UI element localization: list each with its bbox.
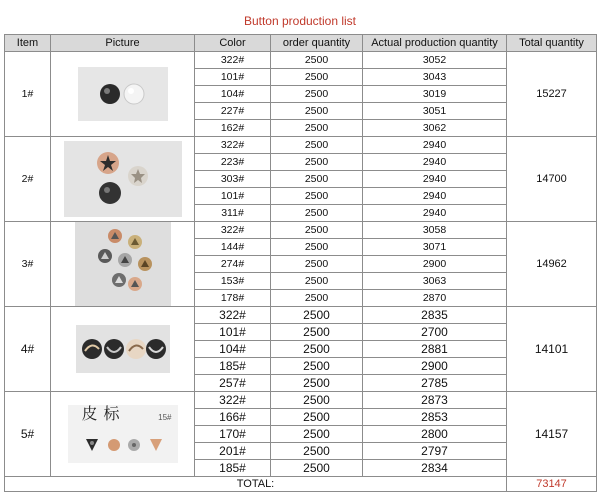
actual-cell: 2940 — [363, 205, 507, 222]
color-cell: 322# — [195, 392, 271, 409]
table-row — [5, 137, 597, 154]
header-actual-quantity: Actual production quantity — [363, 35, 507, 52]
order-cell: 2500 — [271, 188, 363, 205]
header-row — [5, 35, 597, 52]
order-cell: 2500 — [271, 222, 363, 239]
color-cell: 257# — [195, 375, 271, 392]
order-cell: 2500 — [271, 409, 363, 426]
color-cell: 101# — [195, 69, 271, 86]
actual-cell: 2700 — [363, 324, 507, 341]
order-cell: 2500 — [271, 392, 363, 409]
header-picture: Picture — [51, 35, 195, 52]
picture-cell — [51, 222, 195, 307]
order-cell: 2500 — [271, 375, 363, 392]
shank-buttons-icon — [68, 405, 178, 463]
order-cell: 2500 — [271, 460, 363, 477]
color-cell: 185# — [195, 358, 271, 375]
actual-cell: 2873 — [363, 392, 507, 409]
color-cell: 178# — [195, 290, 271, 307]
star-buttons-icon — [64, 141, 182, 217]
color-cell: 162# — [195, 120, 271, 137]
triangle-buttons-icon — [75, 222, 171, 306]
group-total-cell: 14101 — [507, 307, 597, 392]
order-cell: 2500 — [271, 239, 363, 256]
actual-cell: 2797 — [363, 443, 507, 460]
actual-cell: 2940 — [363, 154, 507, 171]
color-cell: 311# — [195, 205, 271, 222]
actual-cell: 3063 — [363, 273, 507, 290]
color-cell: 153# — [195, 273, 271, 290]
production-table — [4, 34, 597, 492]
order-cell: 2500 — [271, 154, 363, 171]
picture-cell — [51, 52, 195, 137]
color-cell: 227# — [195, 103, 271, 120]
group-total-cell: 14700 — [507, 137, 597, 222]
picture-cell — [51, 137, 195, 222]
order-cell: 2500 — [271, 256, 363, 273]
color-cell: 322# — [195, 307, 271, 324]
color-cell: 104# — [195, 86, 271, 103]
order-cell: 2500 — [271, 358, 363, 375]
item-cell: 2# — [5, 137, 51, 222]
actual-cell: 2940 — [363, 188, 507, 205]
order-cell: 2500 — [271, 52, 363, 69]
picture-label: 皮标 — [81, 404, 126, 423]
actual-cell: 2785 — [363, 375, 507, 392]
actual-cell: 3071 — [363, 239, 507, 256]
header-item: Item — [5, 35, 51, 52]
order-cell: 2500 — [271, 324, 363, 341]
actual-cell: 2881 — [363, 341, 507, 358]
color-cell: 274# — [195, 256, 271, 273]
header-color: Color — [195, 35, 271, 52]
round-dome-buttons-icon — [78, 67, 168, 121]
order-cell: 2500 — [271, 86, 363, 103]
picture-cell — [51, 307, 195, 392]
actual-cell: 3051 — [363, 103, 507, 120]
actual-cell: 2835 — [363, 307, 507, 324]
actual-cell: 3019 — [363, 86, 507, 103]
color-cell: 144# — [195, 239, 271, 256]
order-cell: 2500 — [271, 307, 363, 324]
header-total-quantity: Total quantity — [507, 35, 597, 52]
order-cell: 2500 — [271, 69, 363, 86]
actual-cell: 3052 — [363, 52, 507, 69]
picture-cell — [51, 392, 195, 477]
table-row — [5, 222, 597, 239]
actual-cell: 2853 — [363, 409, 507, 426]
group-total-cell: 14962 — [507, 222, 597, 307]
picture-tag: 15# — [158, 413, 172, 422]
item-cell: 3# — [5, 222, 51, 307]
color-cell: 170# — [195, 426, 271, 443]
grand-total-value: 73147 — [507, 477, 597, 492]
table-row — [5, 52, 597, 69]
order-cell: 2500 — [271, 171, 363, 188]
order-cell: 2500 — [271, 426, 363, 443]
order-cell: 2500 — [271, 103, 363, 120]
actual-cell: 2940 — [363, 171, 507, 188]
order-cell: 2500 — [271, 443, 363, 460]
color-cell: 322# — [195, 52, 271, 69]
item-cell: 4# — [5, 307, 51, 392]
swirl-buttons-icon — [76, 325, 170, 373]
color-cell: 322# — [195, 222, 271, 239]
color-cell: 101# — [195, 324, 271, 341]
order-cell: 2500 — [271, 120, 363, 137]
total-row — [5, 477, 597, 492]
group-total-cell: 15227 — [507, 52, 597, 137]
color-cell: 185# — [195, 460, 271, 477]
group-total-cell: 14157 — [507, 392, 597, 477]
color-cell: 104# — [195, 341, 271, 358]
actual-cell: 3058 — [363, 222, 507, 239]
total-label: TOTAL: — [5, 477, 507, 492]
color-cell: 101# — [195, 188, 271, 205]
color-cell: 201# — [195, 443, 271, 460]
actual-cell: 2800 — [363, 426, 507, 443]
order-cell: 2500 — [271, 341, 363, 358]
actual-cell: 3062 — [363, 120, 507, 137]
actual-cell: 2870 — [363, 290, 507, 307]
order-cell: 2500 — [271, 137, 363, 154]
actual-cell: 2834 — [363, 460, 507, 477]
color-cell: 322# — [195, 137, 271, 154]
order-cell: 2500 — [271, 205, 363, 222]
item-cell: 5# — [5, 392, 51, 477]
item-cell: 1# — [5, 52, 51, 137]
color-cell: 303# — [195, 171, 271, 188]
actual-cell: 2900 — [363, 256, 507, 273]
page-title: Button production list — [243, 14, 357, 28]
header-order-quantity: order quantity — [271, 35, 363, 52]
order-cell: 2500 — [271, 273, 363, 290]
table-row — [5, 392, 597, 409]
color-cell: 223# — [195, 154, 271, 171]
actual-cell: 2940 — [363, 137, 507, 154]
actual-cell: 3043 — [363, 69, 507, 86]
table-row — [5, 307, 597, 324]
actual-cell: 2900 — [363, 358, 507, 375]
order-cell: 2500 — [271, 290, 363, 307]
color-cell: 166# — [195, 409, 271, 426]
